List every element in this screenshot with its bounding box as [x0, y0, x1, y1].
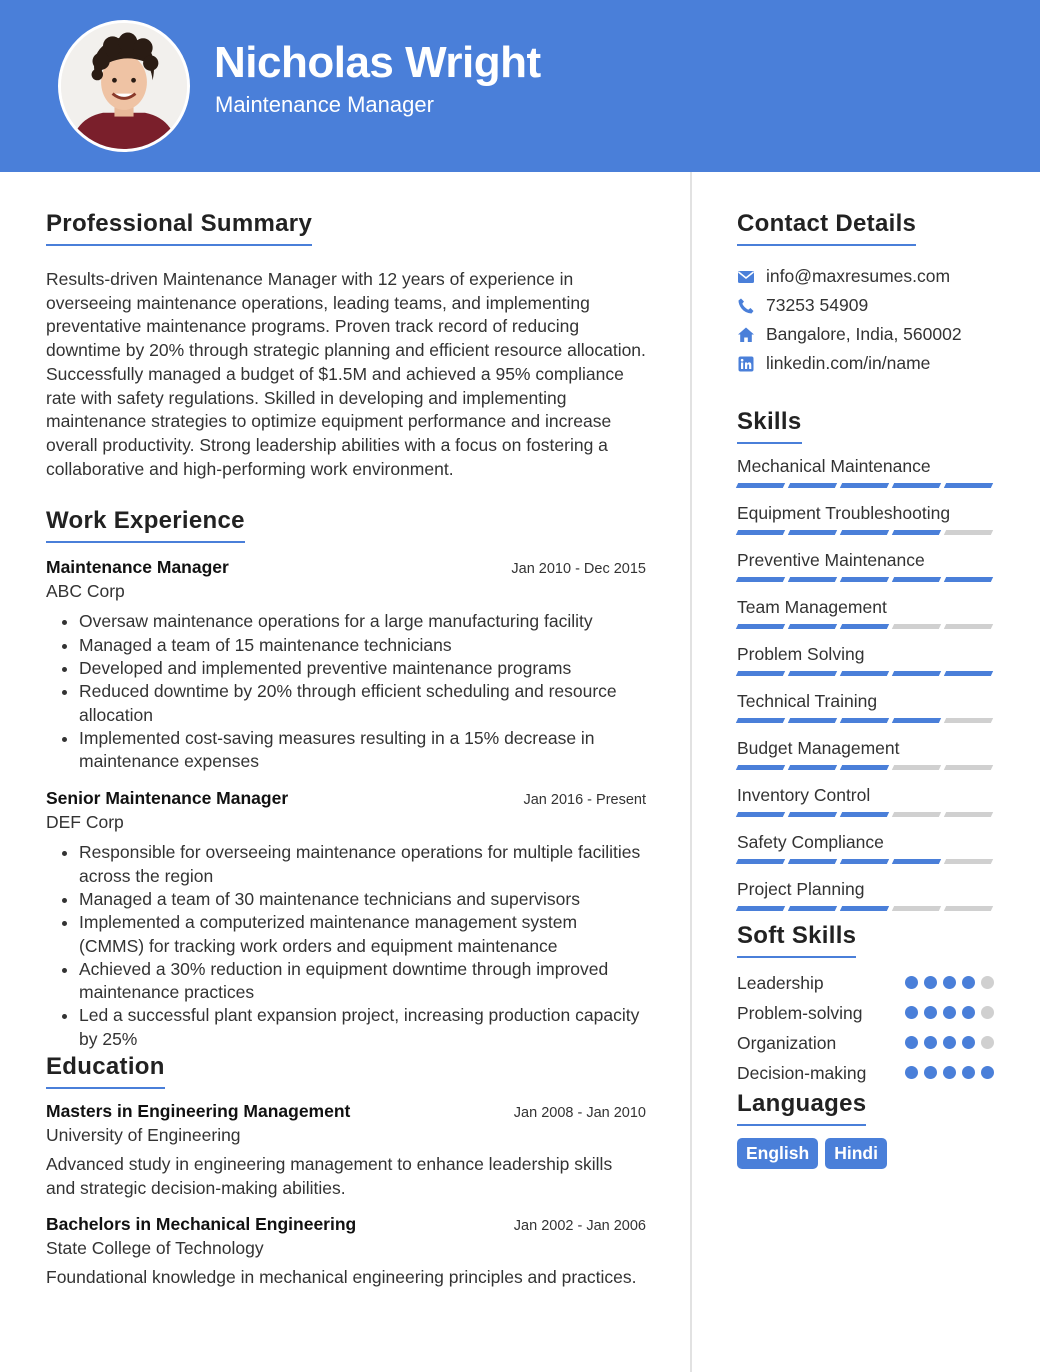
soft-skills-heading: Soft Skills — [737, 922, 856, 958]
linkedin-icon — [737, 355, 755, 373]
rating-dot — [962, 976, 975, 989]
skills-list — [737, 454, 997, 911]
rating-dot — [943, 1066, 956, 1079]
home-icon — [737, 326, 755, 344]
job-bullet: • Implemented a computerized maintenance management system (CMMS) for tracking work orders and equipment maintenance — [79, 911, 646, 958]
contact-heading: Contact Details — [737, 210, 916, 246]
soft-skill-row — [737, 998, 997, 1028]
skill-level-bars — [737, 906, 997, 911]
soft-skill-name: Leadership — [737, 972, 824, 993]
job-bullet: • Led a successful plant expansion project, increasing production capacity by 25% — [79, 1004, 646, 1051]
job-company: DEF Corp — [46, 812, 124, 833]
rating-dot — [962, 1006, 975, 1019]
job-bullet: • Implemented cost-saving measures resulting in a 15% decrease in maintenance expenses — [79, 727, 646, 774]
contact-address — [737, 320, 997, 349]
summary-text: Results-driven Maintenance Manager with 12 years of experience in overseeing maintenance operations, leading teams, and implementing preventative maintenance programs. Proven track record of reducing downtime by 20% through strategic planning and efficient resource allocation. Successfully managed a budget of $1.5M and achieved a 95% compliance rate with safety regulations. Skilled in developing and implementing maintenance strategies to optimize equipment performance and increase overall productivity. Strong leadership abilities with a focus on fostering a collaborative and high-performing work environment. — [46, 269, 646, 479]
skill-level-segment — [944, 671, 993, 676]
skill-level-segment — [840, 624, 889, 629]
skill-level-segment — [840, 718, 889, 723]
skill-level-segment — [944, 624, 993, 629]
job-bullets — [46, 841, 646, 1051]
job-date: Jan 2016 - Present — [523, 792, 646, 809]
skill-level-segment — [892, 483, 941, 488]
sidebar-column — [737, 210, 997, 1169]
skill-level-segment — [892, 577, 941, 582]
skill-level-segment — [736, 671, 785, 676]
skill-level-bars — [737, 718, 997, 723]
rating-dot — [905, 976, 918, 989]
experience-heading: Work Experience — [46, 507, 245, 543]
profile-photo — [61, 23, 187, 149]
skill-level-segment — [840, 483, 889, 488]
candidate-title: Maintenance Manager — [215, 92, 434, 117]
skill-level-segment — [788, 577, 837, 582]
rating-dot — [905, 1006, 918, 1019]
skill-level-segment — [788, 765, 837, 770]
skill-name: Inventory Control — [737, 785, 871, 805]
rating-dot — [924, 1066, 937, 1079]
job-bullet: • Responsible for overseeing maintenance operations for multiple facilities across the region — [79, 841, 646, 888]
rating-dot — [981, 976, 994, 989]
skill-level-segment — [736, 577, 785, 582]
soft-skill-rating — [905, 1066, 994, 1079]
skill-level-bars — [737, 812, 997, 817]
soft-skill-name: Problem-solving — [737, 1002, 863, 1023]
skill-level-segment — [840, 859, 889, 864]
skill-level-bars — [737, 530, 997, 535]
phone-icon — [737, 297, 755, 315]
skill-level-segment — [892, 718, 941, 723]
skill-level-segment — [840, 906, 889, 911]
skill-name: Mechanical Maintenance — [737, 456, 931, 476]
skill-level-segment — [944, 530, 993, 535]
soft-skill-rating — [905, 1006, 994, 1019]
skill-level-segment — [788, 812, 837, 817]
job-entry — [46, 788, 646, 1051]
contact-address-text: Bangalore, India, 560002 — [766, 324, 962, 344]
contact-phone-text: 73253 54909 — [766, 295, 869, 315]
skill-level-segment — [944, 812, 993, 817]
skill-level-bars — [737, 859, 997, 864]
job-bullet: • Managed a team of 15 maintenance technicians — [79, 634, 646, 657]
skill-name: Safety Compliance — [737, 832, 884, 852]
rating-dot — [924, 976, 937, 989]
job-bullets — [46, 610, 646, 773]
language-badge: English — [737, 1138, 818, 1169]
degree-title: Masters in Engineering Management — [46, 1101, 351, 1122]
avatar — [58, 20, 190, 152]
skill-level-bars — [737, 671, 997, 676]
contact-email-text: info@maxresumes.com — [766, 266, 951, 286]
languages-heading: Languages — [737, 1090, 866, 1126]
skill-name: Preventive Maintenance — [737, 550, 925, 570]
contact-email[interactable] — [737, 262, 997, 291]
skill-level-bars — [737, 765, 997, 770]
skill-level-segment — [788, 483, 837, 488]
skill-level-bars — [737, 483, 997, 488]
language-badge: Hindi — [825, 1138, 887, 1169]
skill-level-segment — [736, 812, 785, 817]
education-date: Jan 2008 - Jan 2010 — [513, 1105, 646, 1122]
summary-heading: Professional Summary — [46, 210, 312, 246]
job-bullet: • Oversaw maintenance operations for a large manufacturing facility — [79, 610, 646, 633]
skill-level-segment — [892, 624, 941, 629]
languages-list — [737, 1138, 997, 1169]
column-divider — [690, 172, 692, 1372]
skill-level-bars — [737, 624, 997, 629]
contact-phone[interactable] — [737, 291, 997, 320]
soft-skills-list — [737, 968, 997, 1088]
skill-level-segment — [892, 530, 941, 535]
skill-name: Technical Training — [737, 691, 878, 711]
education-entry — [46, 1101, 646, 1200]
skill-level-segment — [944, 577, 993, 582]
rating-dot — [981, 1066, 994, 1079]
skill-name: Project Planning — [737, 879, 865, 899]
skill-name: Problem Solving — [737, 644, 865, 664]
skill-level-segment — [736, 765, 785, 770]
skill-level-segment — [788, 859, 837, 864]
skill-level-segment — [736, 624, 785, 629]
skill-level-segment — [736, 483, 785, 488]
skill-level-segment — [736, 906, 785, 911]
skill-level-segment — [840, 577, 889, 582]
education-heading: Education — [46, 1053, 165, 1089]
skill-level-segment — [788, 718, 837, 723]
skill-level-segment — [892, 812, 941, 817]
school-name: State College of Technology — [46, 1238, 264, 1259]
job-date: Jan 2010 - Dec 2015 — [511, 561, 646, 578]
skill-level-segment — [840, 530, 889, 535]
skill-name: Equipment Troubleshooting — [737, 503, 951, 523]
job-role: Senior Maintenance Manager — [46, 788, 289, 809]
soft-skill-row — [737, 1028, 997, 1058]
job-bullet: • Achieved a 30% reduction in equipment downtime through improved maintenance practices — [79, 958, 646, 1005]
education-description: Advanced study in engineering management to enhance leadership skills and strategic decision-making abilities. — [46, 1154, 613, 1198]
rating-dot — [943, 1006, 956, 1019]
skill-level-segment — [944, 483, 993, 488]
soft-skill-name: Decision-making — [737, 1062, 867, 1083]
rating-dot — [962, 1036, 975, 1049]
candidate-name: Nicholas Wright — [214, 38, 541, 87]
job-bullet: • Managed a team of 30 maintenance technicians and supervisors — [79, 888, 646, 911]
rating-dot — [924, 1036, 937, 1049]
degree-title: Bachelors in Mechanical Engineering — [46, 1214, 357, 1235]
skill-level-segment — [892, 765, 941, 770]
skill-level-segment — [736, 530, 785, 535]
skill-level-segment — [892, 671, 941, 676]
rating-dot — [981, 1006, 994, 1019]
envelope-icon — [737, 268, 755, 286]
rating-dot — [962, 1066, 975, 1079]
skill-level-segment — [944, 906, 993, 911]
contact-list — [737, 262, 997, 378]
education-entry — [46, 1214, 646, 1290]
skill-level-segment — [840, 812, 889, 817]
skills-heading: Skills — [737, 408, 802, 444]
skill-level-segment — [840, 671, 889, 676]
skill-level-segment — [944, 718, 993, 723]
skill-level-segment — [944, 859, 993, 864]
education-description: Foundational knowledge in mechanical engineering principles and practices. — [46, 1267, 637, 1288]
soft-skill-rating — [905, 976, 994, 989]
job-bullet: • Reduced downtime by 20% through efficient scheduling and resource allocation — [79, 680, 646, 727]
rating-dot — [905, 1066, 918, 1079]
soft-skill-row — [737, 1058, 997, 1088]
skill-level-segment — [788, 624, 837, 629]
education-date: Jan 2002 - Jan 2006 — [513, 1218, 646, 1235]
skill-level-bars — [737, 577, 997, 582]
skill-level-segment — [788, 530, 837, 535]
job-company: ABC Corp — [46, 581, 125, 602]
skill-level-segment — [736, 718, 785, 723]
skill-level-segment — [788, 906, 837, 911]
rating-dot — [924, 1006, 937, 1019]
rating-dot — [905, 1036, 918, 1049]
rating-dot — [943, 1036, 956, 1049]
skill-level-segment — [892, 859, 941, 864]
contact-linkedin[interactable] — [737, 349, 997, 378]
skill-level-segment — [944, 765, 993, 770]
skill-level-segment — [840, 765, 889, 770]
header-banner — [0, 0, 1040, 172]
soft-skill-row — [737, 968, 997, 998]
school-name: University of Engineering — [46, 1125, 241, 1146]
skill-level-segment — [788, 671, 837, 676]
job-role: Maintenance Manager — [46, 557, 229, 578]
skill-name: Team Management — [737, 597, 887, 617]
rating-dot — [981, 1036, 994, 1049]
job-entry — [46, 557, 646, 773]
contact-linkedin-text: linkedin.com/in/name — [766, 353, 931, 373]
job-bullet: • Developed and implemented preventive maintenance programs — [79, 657, 646, 680]
soft-skill-name: Organization — [737, 1032, 837, 1053]
skill-level-segment — [892, 906, 941, 911]
skill-name: Budget Management — [737, 738, 900, 758]
soft-skill-rating — [905, 1036, 994, 1049]
main-column — [46, 210, 646, 1290]
skill-level-segment — [736, 859, 785, 864]
rating-dot — [943, 976, 956, 989]
